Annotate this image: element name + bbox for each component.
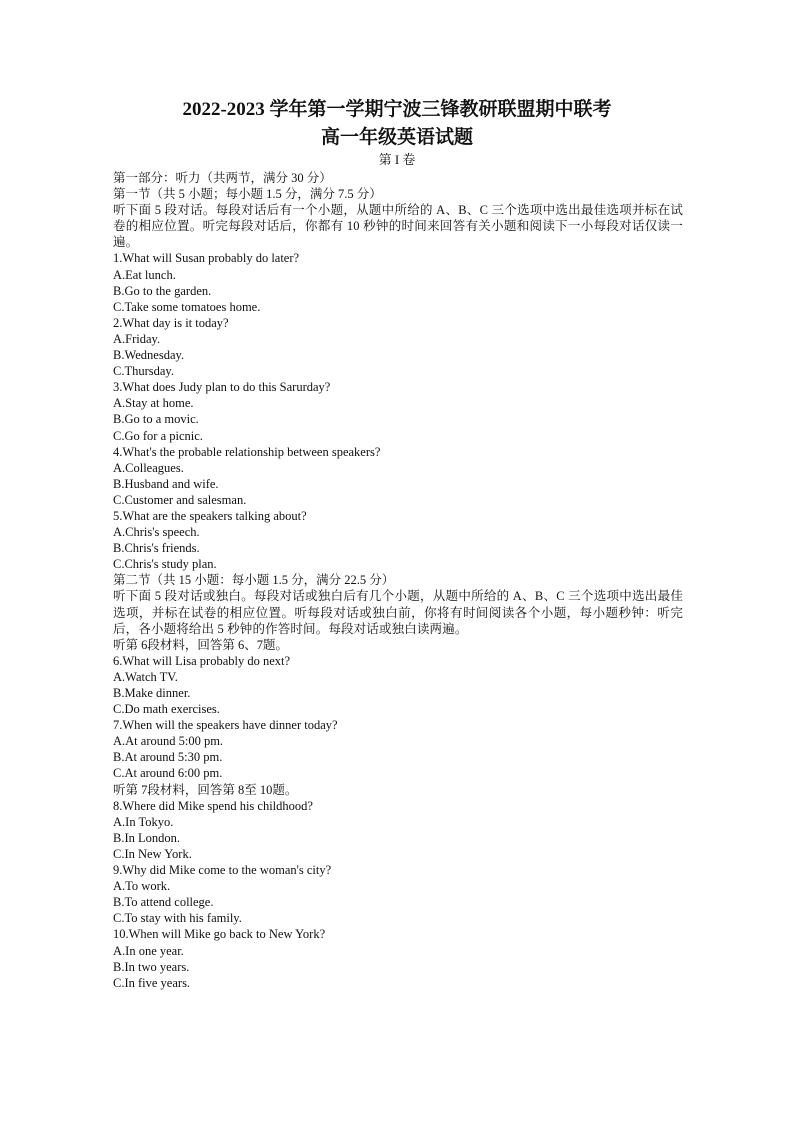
section-instruction: 听下面 5 段对话。每段对话后有一个小题，从题中所给的 A、B、C 三个选项中选出最佳选项并标在试卷的相应位置。听完每段对话后，你都有 10 秒钟的时间来回答有关小题和阅读下一小每段对话仅读一遍。: [113, 203, 683, 250]
question-stem: 4.What's the probable relationship between speakers?: [113, 444, 381, 459]
question-stem: 1.What will Susan probably do later?: [113, 251, 300, 266]
option-a: A.Chris's speech.: [113, 525, 200, 540]
option-c: C.Do math exercises.: [113, 702, 220, 717]
exam-body: [113, 170, 683, 991]
option-b: B.In London.: [113, 830, 181, 845]
option-c: C.Take some tomatoes home.: [113, 299, 261, 314]
option-a: A.Stay at home.: [113, 396, 194, 411]
option-b: B.Husband and wife.: [113, 476, 219, 491]
option-c: C.At around 6:00 pm.: [113, 766, 223, 781]
question-stem: 9.Why did Mike come to the woman's city?: [113, 863, 332, 878]
volume-label: 第 I 卷: [378, 152, 416, 167]
option-a: A.Friday.: [113, 331, 161, 346]
option-c: C.To stay with his family.: [113, 911, 242, 926]
option-c: C.Customer and salesman.: [113, 492, 247, 507]
question-stem: 10.When will Mike go back to New York?: [113, 927, 326, 942]
material-heading: 听第 6段材料，回答第 6、7题。: [113, 637, 289, 652]
option-a: A.Eat lunch.: [113, 267, 176, 282]
option-b: B.Go to the garden.: [113, 283, 212, 298]
option-b: B.Chris's friends.: [113, 541, 200, 556]
option-c: C.Chris's study plan.: [113, 557, 217, 572]
question-stem: 6.What will Lisa probably do next?: [113, 653, 291, 668]
option-c: C.In New York.: [113, 846, 192, 861]
question-stem: 8.Where did Mike spend his childhood?: [113, 798, 313, 813]
option-c: C.Go for a picnic.: [113, 428, 203, 443]
option-b: B.Wednesday.: [113, 348, 185, 363]
question-stem: 5.What are the speakers talking about?: [113, 508, 307, 523]
option-b: B.At around 5:30 pm.: [113, 750, 223, 765]
option-c: C.In five years.: [113, 975, 191, 990]
question-stem: 2.What day is it today?: [113, 315, 229, 330]
question-stem: 7.When will the speakers have dinner today?: [113, 718, 338, 733]
option-b: B.To attend college.: [113, 895, 214, 910]
page-title: 2022-2023 学年第一学期宁波三锋教研联盟期中联考: [182, 99, 612, 120]
page-subtitle: 高一年级英语试题: [320, 127, 473, 148]
option-a: A.At around 5:00 pm.: [113, 734, 224, 749]
option-b: B.Go to a movic.: [113, 412, 199, 427]
question-stem: 3.What does Judy plan to do this Sarurday?: [113, 380, 331, 395]
option-a: A.Watch TV.: [113, 669, 178, 684]
section-heading: 第一节（共 5 小题；每小题 1.5 分，满分 7.5 分）: [113, 187, 382, 202]
option-b: B.Make dinner.: [113, 686, 191, 700]
option-a: A.To work.: [113, 879, 171, 894]
section-heading: 第二节（共 15 小题：每小题 1.5 分，满分 22.5 分）: [113, 573, 395, 588]
option-c: C.Thursday.: [113, 364, 174, 379]
part-heading: 第一部分：听力（共两节，满分 30 分）: [113, 171, 332, 185]
option-a: A.Colleagues.: [113, 460, 184, 475]
option-a: A.In Tokyo.: [113, 814, 174, 829]
section-instruction: 听下面 5 段对话或独白。每段对话或独白后有几个小题，从题中所给的 A、B、C 三个选项中选出最佳选项，并标在试卷的相应位置。听每段对话或独白前，你将有时间阅读各个小题，每小题秒钟：听完后，各小题将给出 5 秒钟的作答时间。每段对话或独白读两遍。: [113, 589, 683, 636]
material-heading: 听第 7段材料，回答第 8至 10题。: [113, 782, 298, 797]
option-a: A.In one year.: [113, 943, 184, 958]
option-b: B.In two years.: [113, 959, 190, 974]
